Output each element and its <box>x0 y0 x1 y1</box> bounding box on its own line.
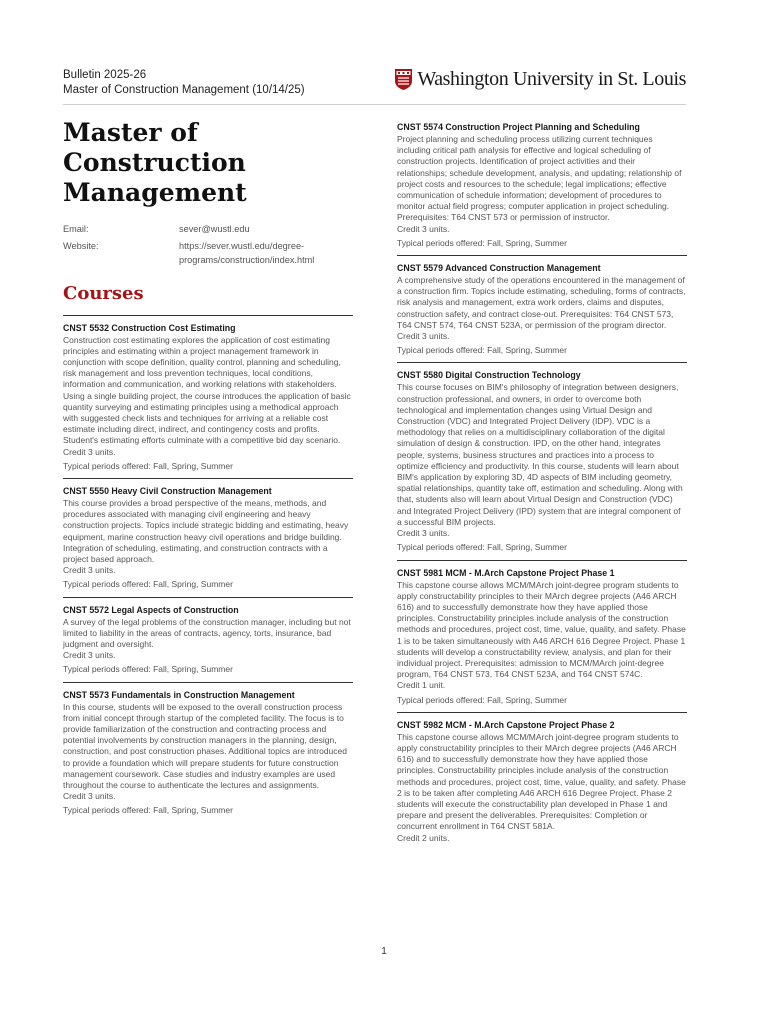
course-periods: Typical periods offered: Fall, Spring, Summer <box>397 345 567 356</box>
course-entry <box>397 560 687 712</box>
course-entry <box>63 597 353 682</box>
page-title <box>63 118 353 208</box>
course-entry <box>63 315 353 478</box>
course-credits: Credit 2 units. <box>397 832 450 843</box>
course-credits: Credit 3 units. <box>397 223 450 234</box>
course-title: CNST 5982 MCM - M.Arch Capstone Project Phase 2 <box>397 719 615 730</box>
website-label: Website: <box>63 240 99 251</box>
course-description: This capstone course allows MCM/MArch joint-degree program students to apply constructability principles to their MArch degree projects (A46 ARCH 616) and to successfully demonstrate how they have applied those principles. Constructability principles include analysis of the construction methods and procedures, project cost, time, value, quality, and safety. Phase 2 is to be taken after completing A46 ARCH 616 Degree Project. Phase 2 students will execute the constructability plan developed in Phase 1 and prepare and present the deliverables. Prerequisites: Completion or concurrent enrollment in T64 CNST 581A. <box>397 731 686 832</box>
email-label: Email: <box>63 224 89 234</box>
course-description: In this course, students will be exposed to the overall construction process from initial concept through startup of the completed facility. The focus is to provide familiarization of the construction and contracting process and potential involvements by construction managers in the planning, design, construction, and post construction phases. Additional topics are introduced to provide a foundation which will prepare students for future construction management coursework. Case studies and industry examples are used throughout the course to authenticate the lectures and assignments. <box>63 701 347 790</box>
course-periods: Typical periods offered: Fall, Spring, Summer <box>63 805 233 816</box>
course-periods: Typical periods offered: Fall, Spring, Summer <box>63 460 233 471</box>
website-link[interactable]: https://sever.wustl.edu/degree-programs/construction/index.html <box>179 240 315 265</box>
title-line-1: Master of <box>63 118 198 147</box>
left-column <box>63 118 353 823</box>
right-column <box>397 121 687 850</box>
course-credits: Credit 3 units. <box>63 791 116 802</box>
course-title: CNST 5574 Construction Project Planning and Scheduling <box>397 122 640 132</box>
course-credits: Credit 1 unit. <box>397 680 446 691</box>
course-title: CNST 5580 Digital Construction Technology <box>397 370 581 381</box>
university-name: Washington University in St. Louis <box>417 68 686 90</box>
course-title: CNST 5573 Fundamentals in Construction Management <box>63 689 295 700</box>
course-description: Construction cost estimating explores the application of cost estimating principles and estimating within a project management framework in conjunction with scope definition, quality control, planning and scheduling, risk management and loss prevention techniques, local conditions, information and communication, and working relations with stakeholders. Using a single building project, the course introduces the application of basic quantity surveying and estimating principles using a methodical approach with suggested check lists and techniques for arriving at a reliable cost estimate including direct, indirect, and contingency costs and profits. Student's estimating efforts culminate with a competitive bid day scenario. <box>63 334 351 446</box>
course-credits: Credit 3 units. <box>397 331 450 342</box>
course-credits: Credit 3 units. <box>397 528 450 539</box>
course-periods: Typical periods offered: Fall, Spring, Summer <box>397 237 567 248</box>
course-entry <box>63 478 353 597</box>
course-list-left <box>63 315 353 823</box>
course-entry <box>63 682 353 823</box>
course-entry <box>397 255 687 362</box>
course-description: This capstone course allows MCM/MArch joint-degree program students to apply constructability principles to their MArch degree projects (A46 ARCH 616) and to successfully demonstrate how they have applied those principles. Constructability principles include analysis of the construction methods and procedures, project cost, time, value, quality, and safety. Phase 1 is to be taken simultaneously with A46 ARCH 616 Degree Project. Phase 1 students will develop a constructability review, analysis, and plan for their individual project. Prerequisites: admission to MCM/MArch joint-degree program, T64 CNST 573, T64 CNST 523A, and T64 CNST 574C. <box>397 579 686 680</box>
course-title: CNST 5579 Advanced Construction Management <box>397 263 601 274</box>
course-periods: Typical periods offered: Fall, Spring, Summer <box>397 694 567 705</box>
course-description: A survey of the legal problems of the construction manager, including but not limited to liability in the areas of contracts, agency, torts, insurance, bad judgment and oversight. <box>63 616 351 649</box>
course-title: CNST 5572 Legal Aspects of Construction <box>63 604 239 615</box>
course-description: A comprehensive study of the operations encountered in the management of a construction firm. Topics include estimating, scheduling, forms of contracts, risk analysis and management, extra work orders, claims and disputes, construction safety, and contract close-out. Prerequisites: T64 CNST 573, T64 CNST 574, T64 CNST 523A, or permission of the program director. <box>397 275 686 330</box>
course-credits: Credit 3 units. <box>63 565 116 576</box>
course-list-right <box>397 121 687 850</box>
courses-heading: Courses <box>63 282 144 304</box>
bulletin-program: Master of Construction Management (10/14/25) <box>63 83 305 96</box>
course-description: This course provides a broad perspective of the means, methods, and procedures associated with managing civil engineering and heavy construction projects. Topics include strategic bidding and estimating, heavy equipment, marine construction heavy civil operations and bridge building. Integration of scheduling, estimating, and construction contracts with a project based approach. <box>63 497 349 564</box>
course-entry <box>397 712 687 850</box>
title-line-3: Management <box>63 178 247 207</box>
course-credits: Credit 3 units. <box>63 446 116 457</box>
bulletin-year: Bulletin 2025-26 <box>63 69 147 81</box>
course-credits: Credit 3 units. <box>63 650 116 661</box>
course-description: Project planning and scheduling process utilizing current techniques including critical path analysis for effective and logical scheduling of construction projects. Identification of project activities and their relationships; schedule development, analysis, and updating; relationship of project costs and resources to the schedule; legal implications; effective communication of schedule information; development of procedures to monitor actual field progress; computer application in project scheduling. Prerequisites: T64 CNST 573 or permission of instructor. <box>397 134 682 223</box>
course-periods: Typical periods offered: Fall, Spring, Summer <box>397 542 567 553</box>
course-entry <box>397 362 687 559</box>
email-value[interactable]: sever@wustl.edu <box>179 224 250 234</box>
course-entry <box>397 121 687 255</box>
course-title: CNST 5550 Heavy Civil Construction Management <box>63 485 272 496</box>
course-title: CNST 5981 MCM - M.Arch Capstone Project Phase 1 <box>397 567 615 578</box>
page-header <box>63 68 686 105</box>
course-periods: Typical periods offered: Fall, Spring, Summer <box>63 664 233 675</box>
course-description: This course focuses on BIM's philosophy of integration between designers, construction professional, and owners, in order to overcome both technological and implementation changes using Virtual Design and Construction (VDC) and Integrated Project Delivery (IDP). VDC is a methodology that relies on a multidisciplinary collaboration of the digital simulation of design & construction. IPD, on the other hand, integrates people, systems, business structures and practices into a process to optimize efficiency and productivity. In this course, students will learn about BIM's application by exploring 3D, 4D aspects of BIM including geometry, spatial relationships, quantity take off, estimation and scheduling. Along with that, students also will learn about Virtual Design and Construction (VDC) and Integrated Project Delivery (IPD) system that are integral component of a successful BIM projects. <box>397 382 683 527</box>
university-shield-icon <box>395 69 412 90</box>
course-periods: Typical periods offered: Fall, Spring, Summer <box>63 579 233 590</box>
course-title: CNST 5532 Construction Cost Estimating <box>63 322 236 333</box>
page-number: 1 <box>381 946 387 957</box>
contact-info <box>63 222 353 270</box>
title-line-2: Construction <box>63 148 246 177</box>
university-logo <box>395 68 686 91</box>
